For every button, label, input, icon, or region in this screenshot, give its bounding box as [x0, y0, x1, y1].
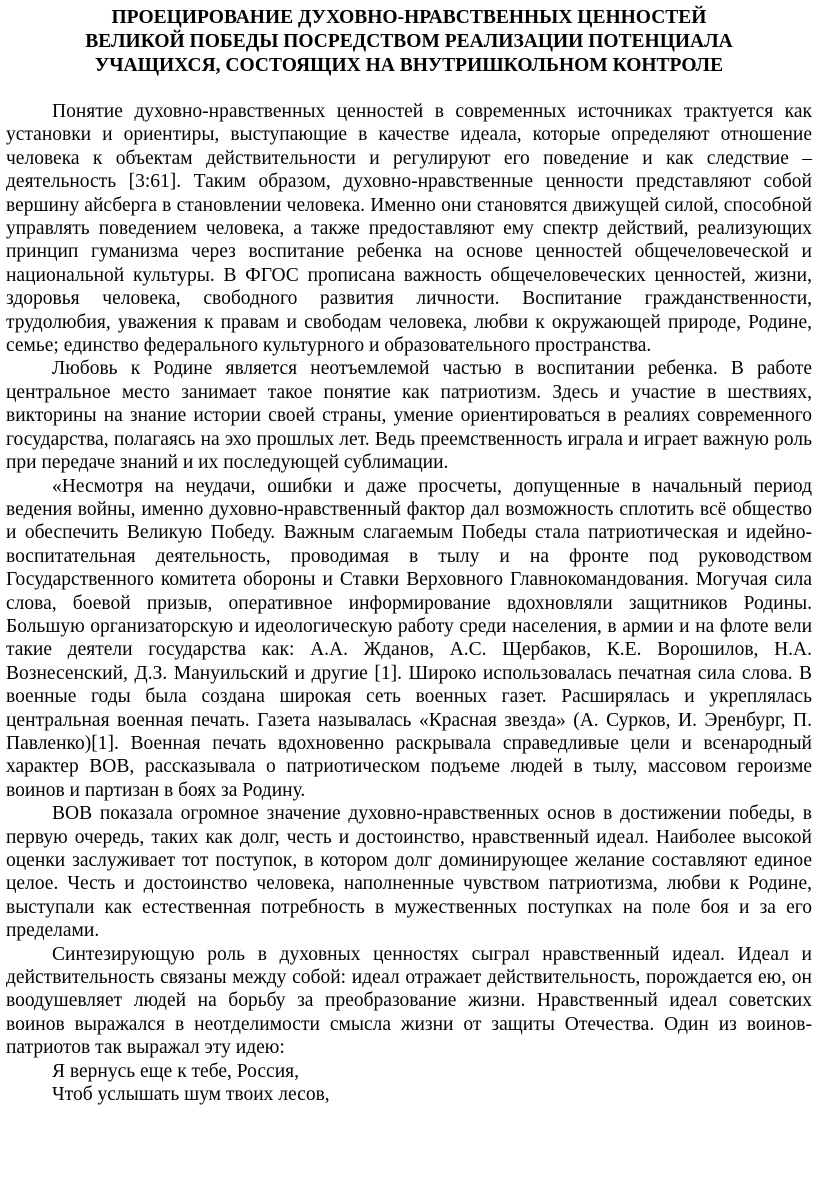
- title-line-3: УЧАЩИХСЯ, СОСТОЯЩИХ НА ВНУТРИШКОЛЬНОМ КОНТРОЛЕ: [94, 55, 724, 76]
- document-title: [6, 6, 812, 78]
- title-line-2: ВЕЛИКОЙ ПОБЕДЫ ПОСРЕДСТВОМ РЕАЛИЗАЦИИ ПОТЕНЦИАЛА: [85, 31, 733, 52]
- title-line-1: ПРОЕЦИРОВАНИЕ ДУХОВНО-НРАВСТВЕННЫХ ЦЕННОСТЕЙ: [111, 7, 707, 28]
- document-body: [6, 100, 812, 1106]
- paragraph-war-quote: «Несмотря на неудачи, ошибки и даже просчеты, допущенные в начальный период ведения войны, именно духовно-нравственный фактор дал возможность сплотить всё общество и обеспечить Великую Победу. Важным слагаемым Победы стала патриотическая и идейно-воспитательная деятельность, проводимая в тылу и на фронте под руководством Государственного комитета обороны и Ставки Верховного Главнокомандования. Могучая сила слова, боевой призыв, оперативное информирование вдохновляли защитников Родины. Большую организаторскую и идеологическую работу среди населения, в армии и на флоте вели такие деятели государства как: А.А. Жданов, А.С. Щербаков, К.Е. Ворошилов, Н.А. Вознесенский, Д.З. Мануильский и другие [1]. Широко использовалась печатная сила слова. В военные годы была создана широкая сеть военных газет. Расширялась и укреплялась центральная военная печать. Газета называлась «Красная звезда» (А. Сурков, И. Эренбург, П. Павленко)[1]. Военная печать вдохновенно раскрывала справедливые цели и всенародный характер ВОВ, рассказывала о патриотическом подъеме людей в тылу, массовом героизме воинов и партизан в боях за Родину.: [6, 475, 812, 801]
- paragraph-moral-ideal: Синтезирующую роль в духовных ценностях сыграл нравственный идеал. Идеал и действительность связаны между собой: идеал отражает действительность, порождается ею, он воодушевляет людей на борьбу за преобразование жизни. Нравственный идеал советских воинов выражался в неотделимости смысла жизни от защиты Отечества. Один из воинов-патриотов так выражал эту идею:: [6, 943, 812, 1059]
- poem-line-1: Я вернусь еще к тебе, Россия,: [52, 1060, 299, 1082]
- poem-line-2: Чтоб услышать шум твоих лесов,: [52, 1084, 330, 1106]
- paragraph-values-definition: Понятие духовно-нравственных ценностей в современных источниках трактуется как установки и ориентиры, выступающие в качестве идеала, которые определяют отношение человека к объектам действительности и регулируют его поведение и как следствие – деятельность [3:61]. Таким образом, духовно-нравственные ценности представляют собой вершину айсберга в становлении человека. Именно они становятся движущей силой, способной управлять поведением человека, а также предоставляют ему спектр действий, реализующих принцип гуманизма через воспитание ребенка на основе ценностей общечеловеческой и национальной культуры. В ФГОС прописана важность общечеловеческих ценностей, жизни, здоровья человека, свободного развития личности. Воспитание гражданственности, трудолюбия, уважения к правам и свободам человека, любви к окружающей природе, Родине, семье; единство федерального культурного и образовательного пространства.: [6, 101, 812, 357]
- paragraph-love-for-motherland: Любовь к Родине является неотъемлемой частью в воспитании ребенка. В работе центральное место занимает такое понятие как патриотизм. Здесь и участие в шествиях, викторины на знание истории своей страны, умение ориентироваться в реалиях современного государства, полагаясь на эхо прошлых лет. Ведь преемственность играла и играет важную роль при передаче знаний и их последующей сублимации.: [6, 358, 812, 474]
- poem-quote: [6, 1060, 812, 1107]
- paragraph-moral-foundations: ВОВ показала огромное значение духовно-нравственных основ в достижении победы, в первую очередь, таких как долг, честь и достоинство, нравственный идеал. Наиболее высокой оценки заслуживает тот поступок, в котором долг доминирующее желание составляют единое целое. Честь и достоинство человека, наполненные чувством патриотизма, любви к Родине, выступали как естественная потребность в мужественных поступках на поле боя и за его пределами.: [6, 803, 812, 942]
